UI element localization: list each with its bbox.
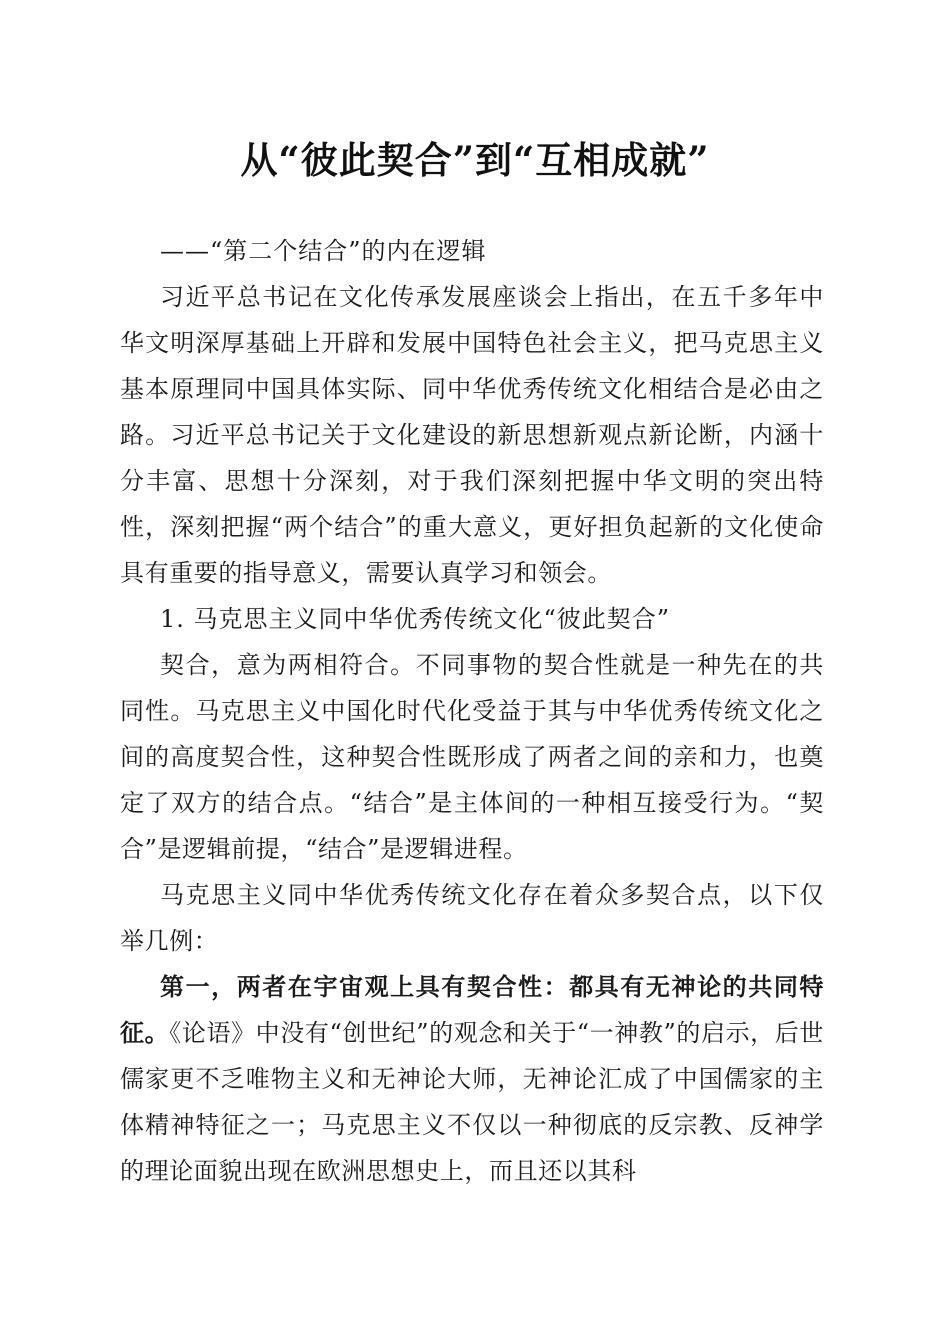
document-body (120, 228, 824, 1194)
document-title: 从“彼此契合”到“互相成就” (240, 138, 710, 182)
first-point-body: 《论语》中没有“创世纪”的观念和关于“一神教”的启示，后世儒家更不乏唯物主义和无神论大师，无神论汇成了中国儒家的主体精神特征之一；马克思主义不仅以一种彻底的反宗教、反神学的理论面貌出现在欧洲思想史上，而且还以其科 (120, 1019, 825, 1185)
document-subtitle: ——“第二个结合”的内在逻辑 (160, 237, 487, 265)
intro-paragraph: 习近平总书记在文化传承发展座谈会上指出，在五千多年中华文明深厚基础上开辟和发展中国特色社会主义，把马克思主义基本原理同中国具体实际、同中华优秀传统文化相结合是必由之路。习近平总书记关于文化建设的新思想新观点新论断，内涵十分丰富、思想十分深刻，对于我们深刻把握中华文明的突出特性，深刻把握“两个结合”的重大意义，更好担负起新的文化使命具有重要的指导意义，需要认真学习和领会。 (120, 283, 824, 587)
section-heading-1: 1. 马克思主义同中华优秀传统文化“彼此契合” (160, 605, 671, 633)
paragraph-first-point (120, 964, 824, 1194)
first-point-lead: 第一，两者在宇宙观上具有契合性：都具有无神论的共同特征。 (120, 972, 824, 1047)
paragraph-examples-intro: 马克思主义同中华优秀传统文化存在着众多契合点，以下仅举几例： (120, 881, 824, 955)
paragraph-definition: 契合，意为两相符合。不同事物的契合性就是一种先在的共同性。马克思主义中国化时代化受益于其与中华优秀传统文化之间的高度契合性，这种契合性既形成了两者之间的亲和力，也奠定了双方的结合点。“结合”是主体间的一种相互接受行为。“契合”是逻辑前提，“结合”是逻辑进程。 (120, 651, 824, 863)
